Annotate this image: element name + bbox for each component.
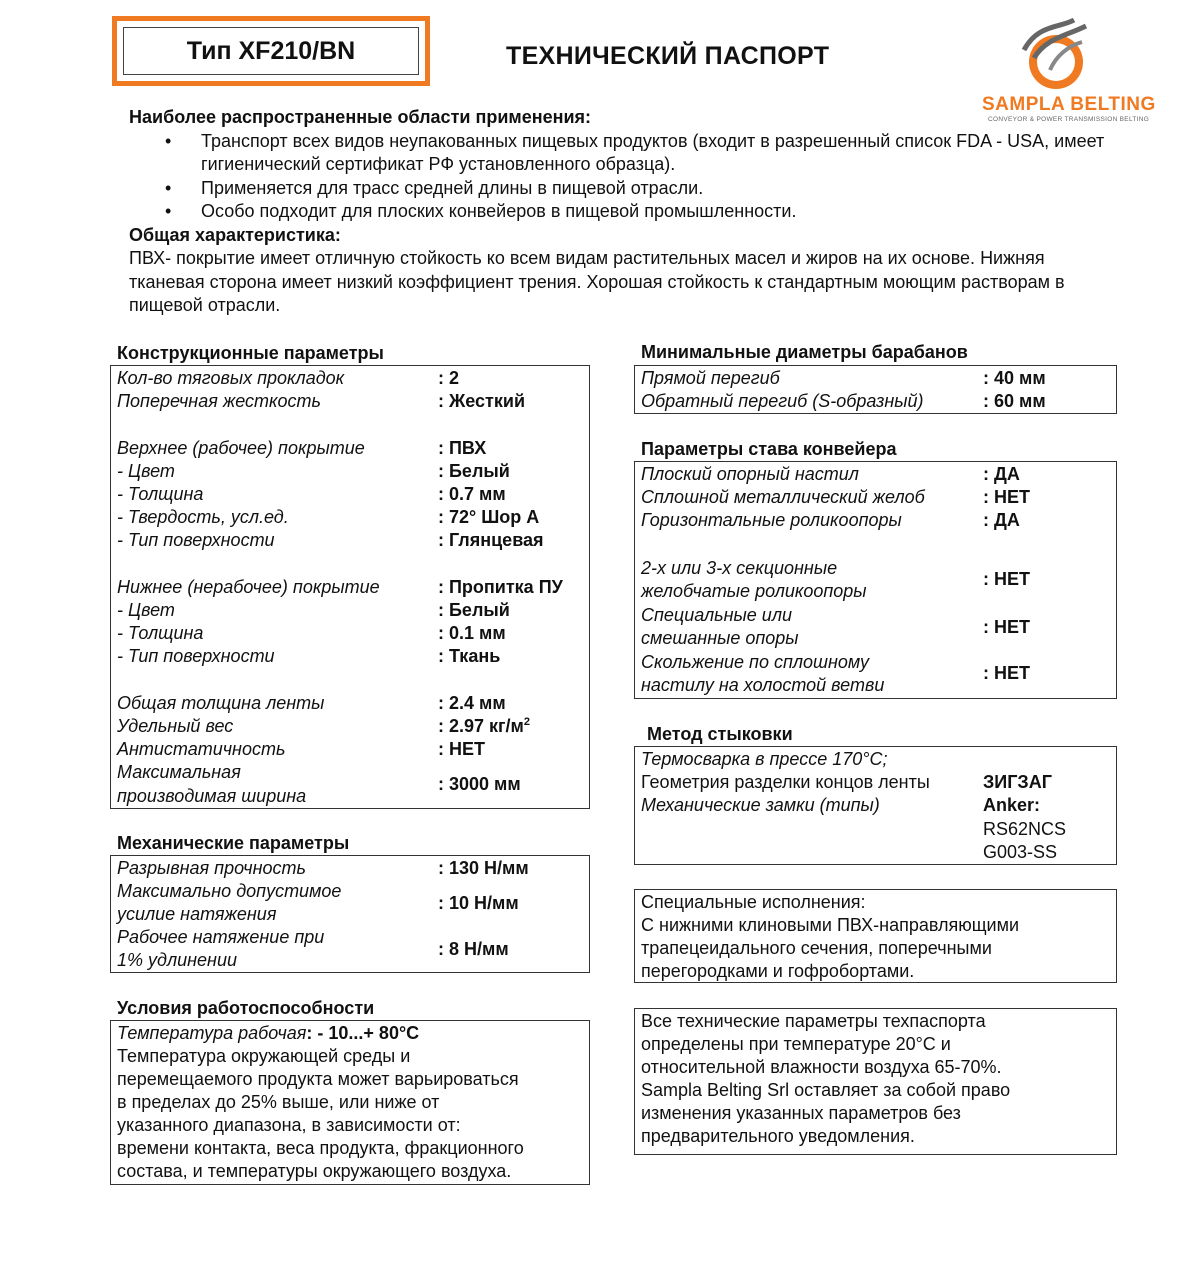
construction-label: Общая толщина ленты xyxy=(117,693,325,713)
frame-label: желобчатые роликоопоры xyxy=(641,581,867,601)
construction-value: : Глянцевая xyxy=(438,530,544,550)
construction-value: : ПВХ xyxy=(438,438,487,458)
frame-value: : НЕТ xyxy=(983,617,1030,637)
note-line: определены при температуре 20°С и xyxy=(641,1034,951,1054)
temperature-label: Температура рабочая xyxy=(117,1023,307,1043)
mechanical-value: : 8 Н/мм xyxy=(438,939,509,959)
type-label: Тип XF210/BN xyxy=(123,27,419,75)
frame-value: : ДА xyxy=(983,464,1020,484)
list-item: • Транспорт всех видов неупакованных пищевых продуктов (входит в разрешенный список FDA - USA, имеет гигиенический сертификат РФ установленного образца). xyxy=(129,130,1119,177)
frame-label: Горизонтальные роликоопоры xyxy=(641,510,902,530)
construction-value: : Белый xyxy=(438,461,510,481)
list-item: • Особо подходит для плоских конвейеров в пищевой промышленности. xyxy=(129,200,1119,224)
note-line: относительной влажности воздуха 65-70%. xyxy=(641,1057,1002,1077)
mechanical-table xyxy=(110,855,590,973)
drums-value: : 40 мм xyxy=(983,368,1046,388)
construction-label: - Тип поверхности xyxy=(117,530,275,550)
construction-label: - Цвет xyxy=(117,461,175,481)
mechanical-label: Максимально допустимое xyxy=(117,881,342,901)
construction-value: : 0.1 мм xyxy=(438,623,506,643)
frame-label: настилу на холостой ветви xyxy=(641,675,885,695)
construction-label: - Цвет xyxy=(117,600,175,620)
construction-label: Антистатичность xyxy=(117,739,286,759)
construction-label: Нижнее (нерабочее) покрытие xyxy=(117,577,380,597)
frame-title: Параметры става конвейера xyxy=(641,439,897,459)
conditions-line: указанного диапазона, в зависимости от: xyxy=(117,1115,461,1135)
splice-value: ЗИГЗАГ xyxy=(983,772,1052,792)
construction-label: - Толщина xyxy=(117,623,204,643)
drums-title: Минимальные диаметры барабанов xyxy=(641,342,968,362)
note-line: Sampla Belting Srl оставляет за собой право xyxy=(641,1080,1011,1100)
construction-table xyxy=(110,365,590,809)
general-title: Общая характеристика: xyxy=(129,224,341,245)
conditions-line: перемещаемого продукта может варьироваться xyxy=(117,1069,519,1089)
frame-label: Сплошной металлический желоб xyxy=(641,487,925,507)
special-line: трапецеидального сечения, поперечными xyxy=(641,938,992,958)
construction-label: Максимальная xyxy=(117,762,241,782)
applications-title: Наиболее распространенные области применения: xyxy=(129,107,592,127)
construction-value xyxy=(438,715,530,739)
mechanical-value: : 130 Н/мм xyxy=(438,858,529,878)
construction-label: Верхнее (рабочее) покрытие xyxy=(117,438,365,458)
drums-label: Обратный перегиб (S-образный) xyxy=(641,391,924,411)
construction-label: Поперечная жесткость xyxy=(117,391,321,411)
note-box xyxy=(634,1008,1117,1155)
conditions-title: Условия работоспособности xyxy=(117,998,375,1018)
construction-value: : Пропитка ПУ xyxy=(438,577,563,597)
frame-value: : НЕТ xyxy=(983,663,1030,683)
splice-label: Механические замки (типы) xyxy=(641,795,880,815)
conditions-box xyxy=(110,1020,590,1185)
construction-value: : 3000 мм xyxy=(438,774,521,794)
special-title: Специальные исполнения: xyxy=(641,892,866,912)
intro-section xyxy=(129,106,1119,318)
frame-value: : НЕТ xyxy=(983,569,1030,589)
drums-label: Прямой перегиб xyxy=(641,368,780,388)
conditions-line: времени контакта, веса продукта, фракционного xyxy=(117,1138,524,1158)
temperature-value: : - 10...+ 80°С xyxy=(306,1023,420,1043)
construction-label: Удельный вес xyxy=(117,716,234,736)
frame-label: Скольжение по сплошному xyxy=(641,652,870,672)
mechanical-label: Рабочее натяжение при xyxy=(117,927,325,947)
frame-table xyxy=(634,461,1117,699)
document-title: ТЕХНИЧЕСКИЙ ПАСПОРТ xyxy=(506,42,830,70)
conditions-line: состава, и температуры окружающего воздуха. xyxy=(117,1161,512,1181)
specific-weight-value: : 2.97 кг/м xyxy=(438,716,524,736)
frame-value: : НЕТ xyxy=(983,487,1030,507)
splice-label: Геометрия разделки концов ленты xyxy=(641,772,930,792)
construction-value: : 2 xyxy=(438,368,460,388)
note-line: Все технические параметры техпаспорта xyxy=(641,1011,986,1031)
construction-value: : 2.4 мм xyxy=(438,693,506,713)
list-item: • Применяется для трасс средней длины в пищевой отрасли. xyxy=(129,177,1119,201)
lock-type: G003-SS xyxy=(983,842,1058,862)
frame-label: 2-х или 3-х секционные xyxy=(641,558,838,578)
temperature-row xyxy=(117,1022,419,1046)
logo-tagline: CONVEYOR & POWER TRANSMISSION BELTING xyxy=(988,116,1150,123)
mechanical-value: : 10 Н/мм xyxy=(438,893,519,913)
logo-name: SAMPLA BELTING xyxy=(982,94,1156,115)
frame-label: Специальные или xyxy=(641,605,792,625)
construction-value: : Ткань xyxy=(438,646,501,666)
note-line: изменения указанных параметров без xyxy=(641,1103,961,1123)
mechanical-label: усилие натяжения xyxy=(117,904,277,924)
construction-value: : 72° Шор А xyxy=(438,507,540,527)
mechanical-title: Механические параметры xyxy=(117,833,350,853)
splice-value: Anker: xyxy=(983,795,1041,815)
construction-label: Кол-во тяговых прокладок xyxy=(117,368,345,388)
splice-row: Термосварка в прессе 170°С; xyxy=(641,749,888,769)
frame-label: смешанные опоры xyxy=(641,628,799,648)
splice-box xyxy=(634,746,1117,865)
applications-list xyxy=(129,130,1119,224)
frame-label: Плоский опорный настил xyxy=(641,464,859,484)
construction-label: - Тип поверхности xyxy=(117,646,275,666)
frame-value: : ДА xyxy=(983,510,1020,530)
unit-superscript: 2 xyxy=(523,716,530,728)
construction-label: - Толщина xyxy=(117,484,204,504)
construction-title: Конструкционные параметры xyxy=(117,343,384,363)
construction-value: : Белый xyxy=(438,600,510,620)
construction-value: : НЕТ xyxy=(438,739,485,759)
special-line: С нижними клиновыми ПВХ-направляющими xyxy=(641,915,1020,935)
type-label-box xyxy=(112,16,430,86)
construction-value: : Жесткий xyxy=(438,391,526,411)
lock-type: RS62NCS xyxy=(983,819,1067,839)
construction-value: : 0.7 мм xyxy=(438,484,506,504)
splice-title: Метод стыковки xyxy=(647,724,793,744)
conditions-line: Температура окружающей среды и xyxy=(117,1046,411,1066)
construction-label: производимая ширина xyxy=(117,786,307,806)
special-line: перегородками и гофробортами. xyxy=(641,961,915,981)
conditions-line: в пределах до 25% выше, или ниже от xyxy=(117,1092,440,1112)
sampla-logo-icon xyxy=(1016,18,1096,92)
special-box xyxy=(634,889,1117,983)
drums-table xyxy=(634,365,1117,414)
drums-value: : 60 мм xyxy=(983,391,1046,411)
note-line: предварительного уведомления. xyxy=(641,1126,915,1146)
mechanical-label: Разрывная прочность xyxy=(117,858,306,878)
construction-label: - Твердость, усл.ед. xyxy=(117,507,289,527)
general-text: ПВХ- покрытие имеет отличную стойкость ко всем видам растительных масел и жиров на их основе. Нижняя тканевая сторона имеет низкий коэффициент трения. Хорошая стойкость к стандартным моющим растворам в пищевой отрасли. xyxy=(129,248,1065,315)
mechanical-label: 1% удлинении xyxy=(117,950,237,970)
